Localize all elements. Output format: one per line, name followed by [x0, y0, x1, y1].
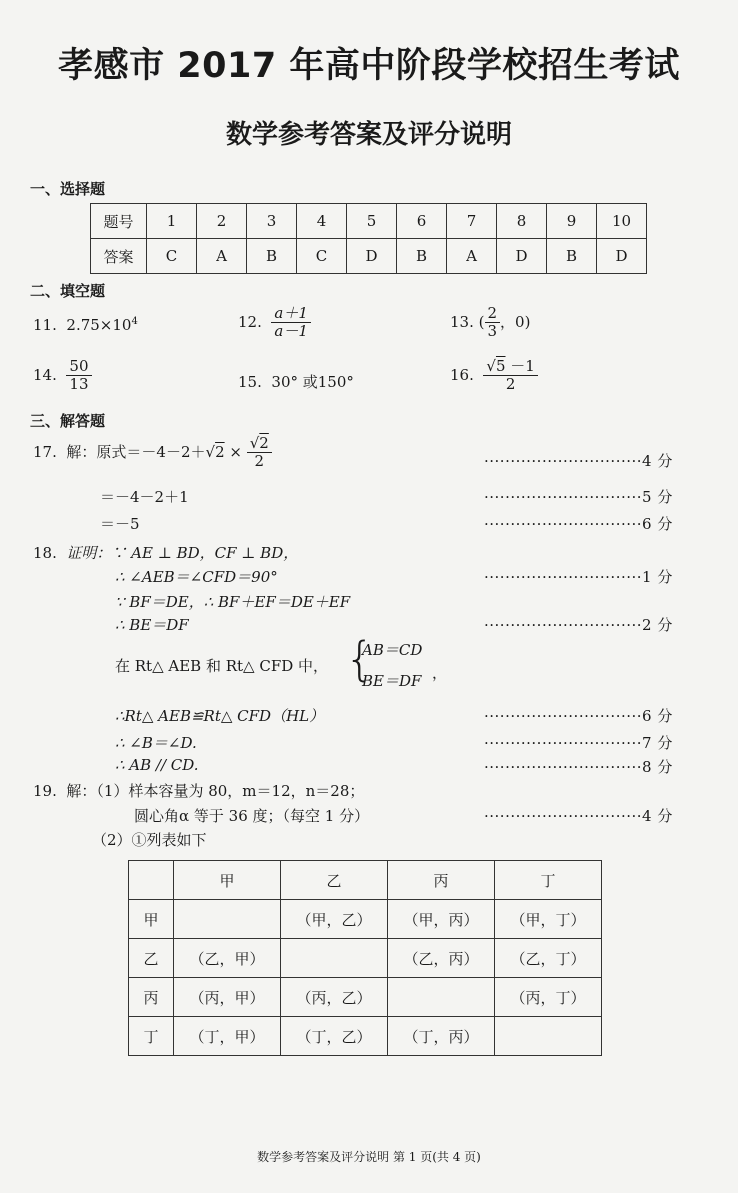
table-cell: 4: [297, 204, 347, 239]
fill-answer-16: [450, 358, 538, 394]
page-title: 孝感市 2017 年高中阶段学校招生考试: [58, 46, 680, 86]
q18-line-7: ∴ ∠B＝∠D.: [115, 734, 197, 752]
table-cell: 10: [597, 204, 647, 239]
fill-answer-14: [33, 358, 92, 394]
table-cell: [129, 861, 174, 900]
table-cell: 2: [197, 204, 247, 239]
q17-line-3: ＝－5: [100, 515, 140, 533]
q17-score-1: ······························4 分: [484, 452, 673, 470]
table-cell: 1: [147, 204, 197, 239]
fraction: [485, 305, 501, 341]
fraction: [271, 305, 311, 341]
page-footer: 数学参考答案及评分说明 第 1 页(共 4 页): [257, 1150, 481, 1164]
section-fill-heading: 二、填空题: [30, 282, 106, 300]
table-cell: （丁，乙）: [281, 1017, 388, 1056]
fill-answer-15: [238, 371, 354, 392]
table-cell: 乙: [281, 861, 388, 900]
choice-answer-table: [90, 203, 647, 274]
q18-line-3: ∵ BF＝DE，∴ BF＋EF＝DE＋EF: [115, 593, 351, 611]
fraction-denominator: 13: [69, 375, 89, 394]
table-row: [129, 861, 602, 900]
radicand: 5: [495, 357, 506, 375]
table-cell: 题号: [91, 204, 147, 239]
q18-score-8: ······························8 分: [484, 758, 673, 776]
table-cell: A: [447, 239, 497, 274]
answer-text: ，0): [500, 312, 531, 331]
question-number: 11.: [33, 316, 57, 334]
table-cell: （丁，甲）: [174, 1017, 281, 1056]
table-cell: 丁: [495, 861, 602, 900]
q18-line-8: ∴ AB // CD.: [115, 756, 199, 774]
system-eq-1: AB＝CD: [362, 641, 423, 659]
q17-line-2: ＝－4－2＋1: [100, 488, 189, 506]
q19-score-4: ······························4 分: [484, 807, 673, 825]
table-cell: （甲，乙）: [281, 900, 388, 939]
fraction: [66, 358, 91, 394]
table-cell: 7: [447, 204, 497, 239]
q19-part1: 解：（1）样本容量为 80，m＝12，n＝28；: [66, 782, 365, 800]
table-cell: （甲，丁）: [495, 900, 602, 939]
table-cell: D: [497, 239, 547, 274]
table-cell: 丁: [129, 1017, 174, 1056]
question-number: 14.: [33, 365, 57, 384]
radicand: 2: [215, 442, 225, 461]
table-row: [129, 939, 602, 978]
system-brace: {: [345, 632, 375, 686]
fraction-numerator: √2: [247, 435, 272, 453]
q18-score-1: ······························1 分: [484, 568, 673, 586]
table-cell: 丙: [129, 978, 174, 1017]
table-row: [129, 1017, 602, 1056]
table-row: [91, 204, 647, 239]
table-cell: （乙，甲）: [174, 939, 281, 978]
q18-line-1: [33, 542, 298, 563]
table-cell: （丁，丙）: [388, 1017, 495, 1056]
q19-line-3: （2）①列表如下: [92, 831, 207, 849]
fraction-numerator: √5 －1: [483, 358, 537, 376]
section-choice-heading: 一、选择题: [30, 180, 106, 198]
table-cell: [388, 978, 495, 1017]
times-sign: ×: [224, 442, 242, 461]
fraction-numerator: 2: [485, 305, 501, 323]
table-cell: 5: [347, 204, 397, 239]
table-cell: 3: [247, 204, 297, 239]
answer-text: 2.75×10: [66, 316, 132, 334]
table-cell: [174, 900, 281, 939]
fraction-denominator: a－1: [274, 322, 308, 341]
table-cell: （丙，甲）: [174, 978, 281, 1017]
table-cell: （甲，丙）: [388, 900, 495, 939]
q18-line-6: ∴Rt△ AEB≌Rt△ CFD（HL）: [115, 707, 325, 725]
table-cell: 9: [547, 204, 597, 239]
system-eq-2: BE＝DF: [362, 672, 422, 690]
table-cell: 丙: [388, 861, 495, 900]
question-number: 16.: [450, 365, 474, 384]
table-cell: 6: [397, 204, 447, 239]
table-cell: 8: [497, 204, 547, 239]
q18-line-2: ∴ ∠AEB＝∠CFD＝90°: [115, 568, 278, 586]
table-cell: B: [547, 239, 597, 274]
q17-intro: 解：原式＝－4－2＋: [66, 442, 206, 461]
table-row: [129, 900, 602, 939]
fill-answer-13: [450, 305, 530, 341]
table-cell: （乙，丁）: [495, 939, 602, 978]
exponent: 4: [131, 316, 138, 327]
fill-answer-12: [238, 305, 311, 341]
q18-score-2: ······························2 分: [484, 616, 673, 634]
q18-score-7: ······························7 分: [484, 734, 673, 752]
q17-score-3: ······························6 分: [484, 515, 673, 533]
table-cell: [495, 1017, 602, 1056]
table-cell: B: [247, 239, 297, 274]
question-number: 18.: [33, 544, 57, 562]
fraction: [483, 358, 537, 394]
q18-line-4: ∴ BE＝DF: [115, 616, 189, 634]
table-cell: 甲: [129, 900, 174, 939]
q18-score-6: ······························6 分: [484, 707, 673, 725]
question-number: 13.: [450, 312, 474, 331]
table-cell: C: [147, 239, 197, 274]
table-cell: （丙，乙）: [281, 978, 388, 1017]
fraction-denominator: 3: [487, 322, 498, 341]
question-number: 15.: [238, 373, 262, 391]
table-cell: （丙，丁）: [495, 978, 602, 1017]
fraction: [247, 435, 272, 471]
numerator-rest: －1: [505, 357, 535, 375]
paren: (: [478, 312, 485, 331]
table-cell: 乙: [129, 939, 174, 978]
q17-score-2: ······························5 分: [484, 488, 673, 506]
section-solve-heading: 三、解答题: [30, 412, 106, 430]
table-row: [91, 239, 647, 274]
fraction-numerator: a＋1: [271, 305, 311, 323]
fraction-numerator: 50: [66, 358, 91, 376]
table-cell: D: [347, 239, 397, 274]
q19-line-2: 圆心角α 等于 36 度；（每空 1 分）: [134, 807, 370, 825]
q19-line-1: [33, 780, 364, 801]
q17-line-1: 17. 解：原式＝－4－2＋√2 × $\frac{√2}{2}$: [33, 435, 272, 471]
fill-answer-11: [33, 316, 138, 334]
radicand: 2: [259, 434, 269, 452]
table-cell: [281, 939, 388, 978]
table-cell: C: [297, 239, 347, 274]
fraction-denominator: 2: [254, 452, 265, 471]
question-number: 12.: [238, 312, 262, 331]
table-cell: 甲: [174, 861, 281, 900]
table-cell: （乙，丙）: [388, 939, 495, 978]
q18-line-5: 在 Rt△ AEB 和 Rt△ CFD 中，: [115, 657, 329, 675]
table-cell: 答案: [91, 239, 147, 274]
question-number: 17.: [33, 442, 57, 461]
page-subtitle: 数学参考答案及评分说明: [225, 120, 512, 150]
table-cell: B: [397, 239, 447, 274]
fraction-denominator: 2: [505, 375, 516, 394]
answer-text: 30° 或150°: [271, 373, 354, 391]
question-number: 19.: [33, 782, 57, 800]
q18-proof-start: 证明：∵ AE ⊥ BD，CF ⊥ BD，: [66, 544, 299, 562]
table-cell: A: [197, 239, 247, 274]
probability-table: [128, 860, 602, 1056]
system-end: ，: [432, 664, 448, 682]
table-row: [129, 978, 602, 1017]
table-cell: D: [597, 239, 647, 274]
